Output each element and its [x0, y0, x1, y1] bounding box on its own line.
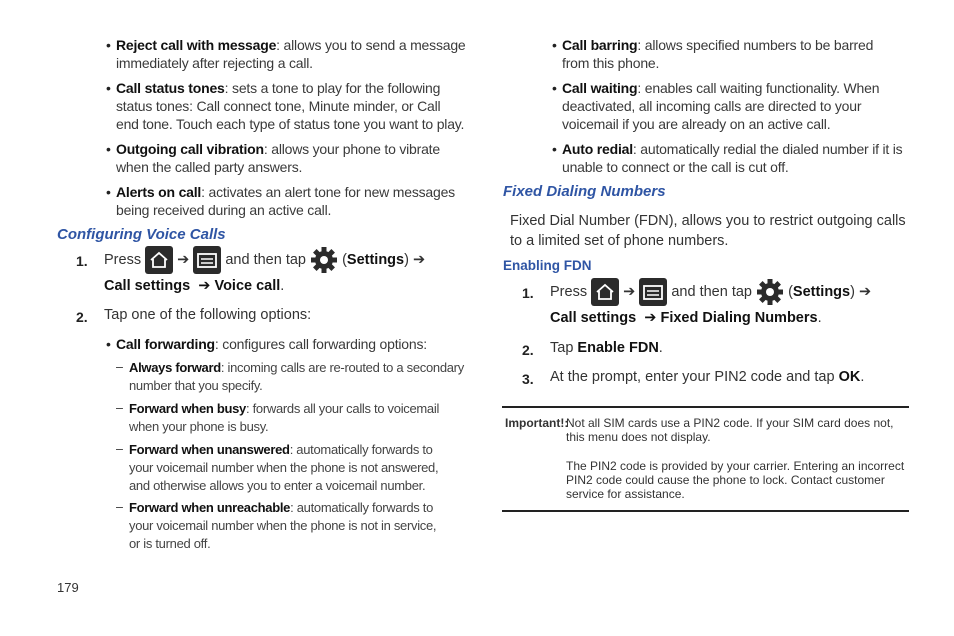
bullet: • — [106, 184, 111, 200]
note-line2: The PIN2 code is provided by your carrier. Entering an incorrect PIN2 code could cause the phone to lock. Contact customer service for assistance. — [566, 459, 905, 501]
note-label: Important!: — [505, 416, 569, 430]
bullet: • — [552, 37, 557, 53]
bullet: • — [106, 336, 111, 352]
bullet: • — [106, 37, 111, 53]
fdn-step1-line1: Press ➔ and then tap (Settings) ➔ — [550, 278, 871, 306]
section-title-voice-calls: Configuring Voice Calls — [57, 226, 226, 243]
page-number: 179 — [57, 580, 79, 595]
menu-key-icon — [639, 278, 667, 306]
bullet-call-barring: Call barring: allows specified numbers to be barred from this phone. — [562, 37, 874, 71]
bullet-reject-call: Reject call with message: allows you to send a message immediately after rejecting a call. — [116, 37, 466, 71]
fdn-step1-line2: Call settings ➔ Fixed Dialing Numbers. — [550, 310, 822, 326]
bullet: • — [552, 80, 557, 96]
settings-gear-icon — [310, 246, 338, 274]
home-key-icon — [591, 278, 619, 306]
sub-forward-unreachable: Forward when unreachable: automatically forwards to your voicemail number when the phone is not in service, or is turned off. — [129, 500, 437, 551]
settings-gear-icon — [756, 278, 784, 306]
bullet-call-forwarding: Call forwarding: configures call forwarding options: — [116, 336, 427, 352]
sub-forward-unanswered: Forward when unanswered: automatically forwards to your voicemail number when the phone is not answered, and otherwise allows you to enter a voicemail number. — [129, 442, 439, 493]
bullet: • — [106, 80, 111, 96]
bullet: • — [552, 141, 557, 157]
bullet-outgoing-vibration: Outgoing call vibration: allows your phone to vibrate when the called party answers. — [116, 141, 440, 175]
fdn-step2: Tap Enable FDN. — [550, 340, 663, 356]
sub-always-forward: Always forward: incoming calls are re-routed to a secondary number that you specify. — [129, 360, 464, 393]
sub-forward-busy: Forward when busy: forwards all your calls to voicemail when your phone is busy. — [129, 401, 440, 434]
section-title-fdn: Fixed Dialing Numbers — [503, 183, 666, 200]
step-number: 2. — [76, 309, 88, 325]
note-bottom-rule — [502, 510, 909, 512]
step-number: 1. — [522, 285, 534, 301]
bullet-call-waiting: Call waiting: enables call waiting functionality. When deactivated, all incoming calls are directed to your voicemail if you are already on an active call. — [562, 80, 880, 132]
step1-line2: Call settings ➔ Voice call. — [104, 278, 285, 294]
dash: – — [116, 360, 123, 374]
bullet-call-status-tones: Call status tones: sets a tone to play for the following status tones: Call connect tone, Minute minder, or Call end tone. Touch each type of status tone you want to play. — [116, 80, 465, 132]
step-number: 3. — [522, 371, 534, 387]
dash: – — [116, 401, 123, 415]
step1-line1: Press ➔ and then tap (Settings) ➔ — [104, 246, 425, 274]
fdn-step3: At the prompt, enter your PIN2 code and tap OK. — [550, 369, 865, 385]
home-key-icon — [145, 246, 173, 274]
fdn-intro: Fixed Dial Number (FDN), allows you to restrict outgoing calls to a limited set of phone numbers. — [510, 213, 906, 249]
step-number: 2. — [522, 342, 534, 358]
menu-key-icon — [193, 246, 221, 274]
step2-text: Tap one of the following options: — [104, 307, 312, 323]
note-line1: Not all SIM cards use a PIN2 code. If your SIM card does not, this menu does not display. — [566, 416, 894, 444]
dash: – — [116, 500, 123, 514]
dash: – — [116, 442, 123, 456]
bullet-auto-redial: Auto redial: automatically redial the dialed number if it is unable to connect or the call is cut off. — [562, 141, 903, 175]
step-number: 1. — [76, 253, 88, 269]
subsection-title-enabling-fdn: Enabling FDN — [503, 258, 592, 273]
bullet: • — [106, 141, 111, 157]
bullet-alerts-on-call: Alerts on call: activates an alert tone for new messages being received during an active call. — [116, 184, 455, 218]
note-top-rule — [502, 406, 909, 408]
